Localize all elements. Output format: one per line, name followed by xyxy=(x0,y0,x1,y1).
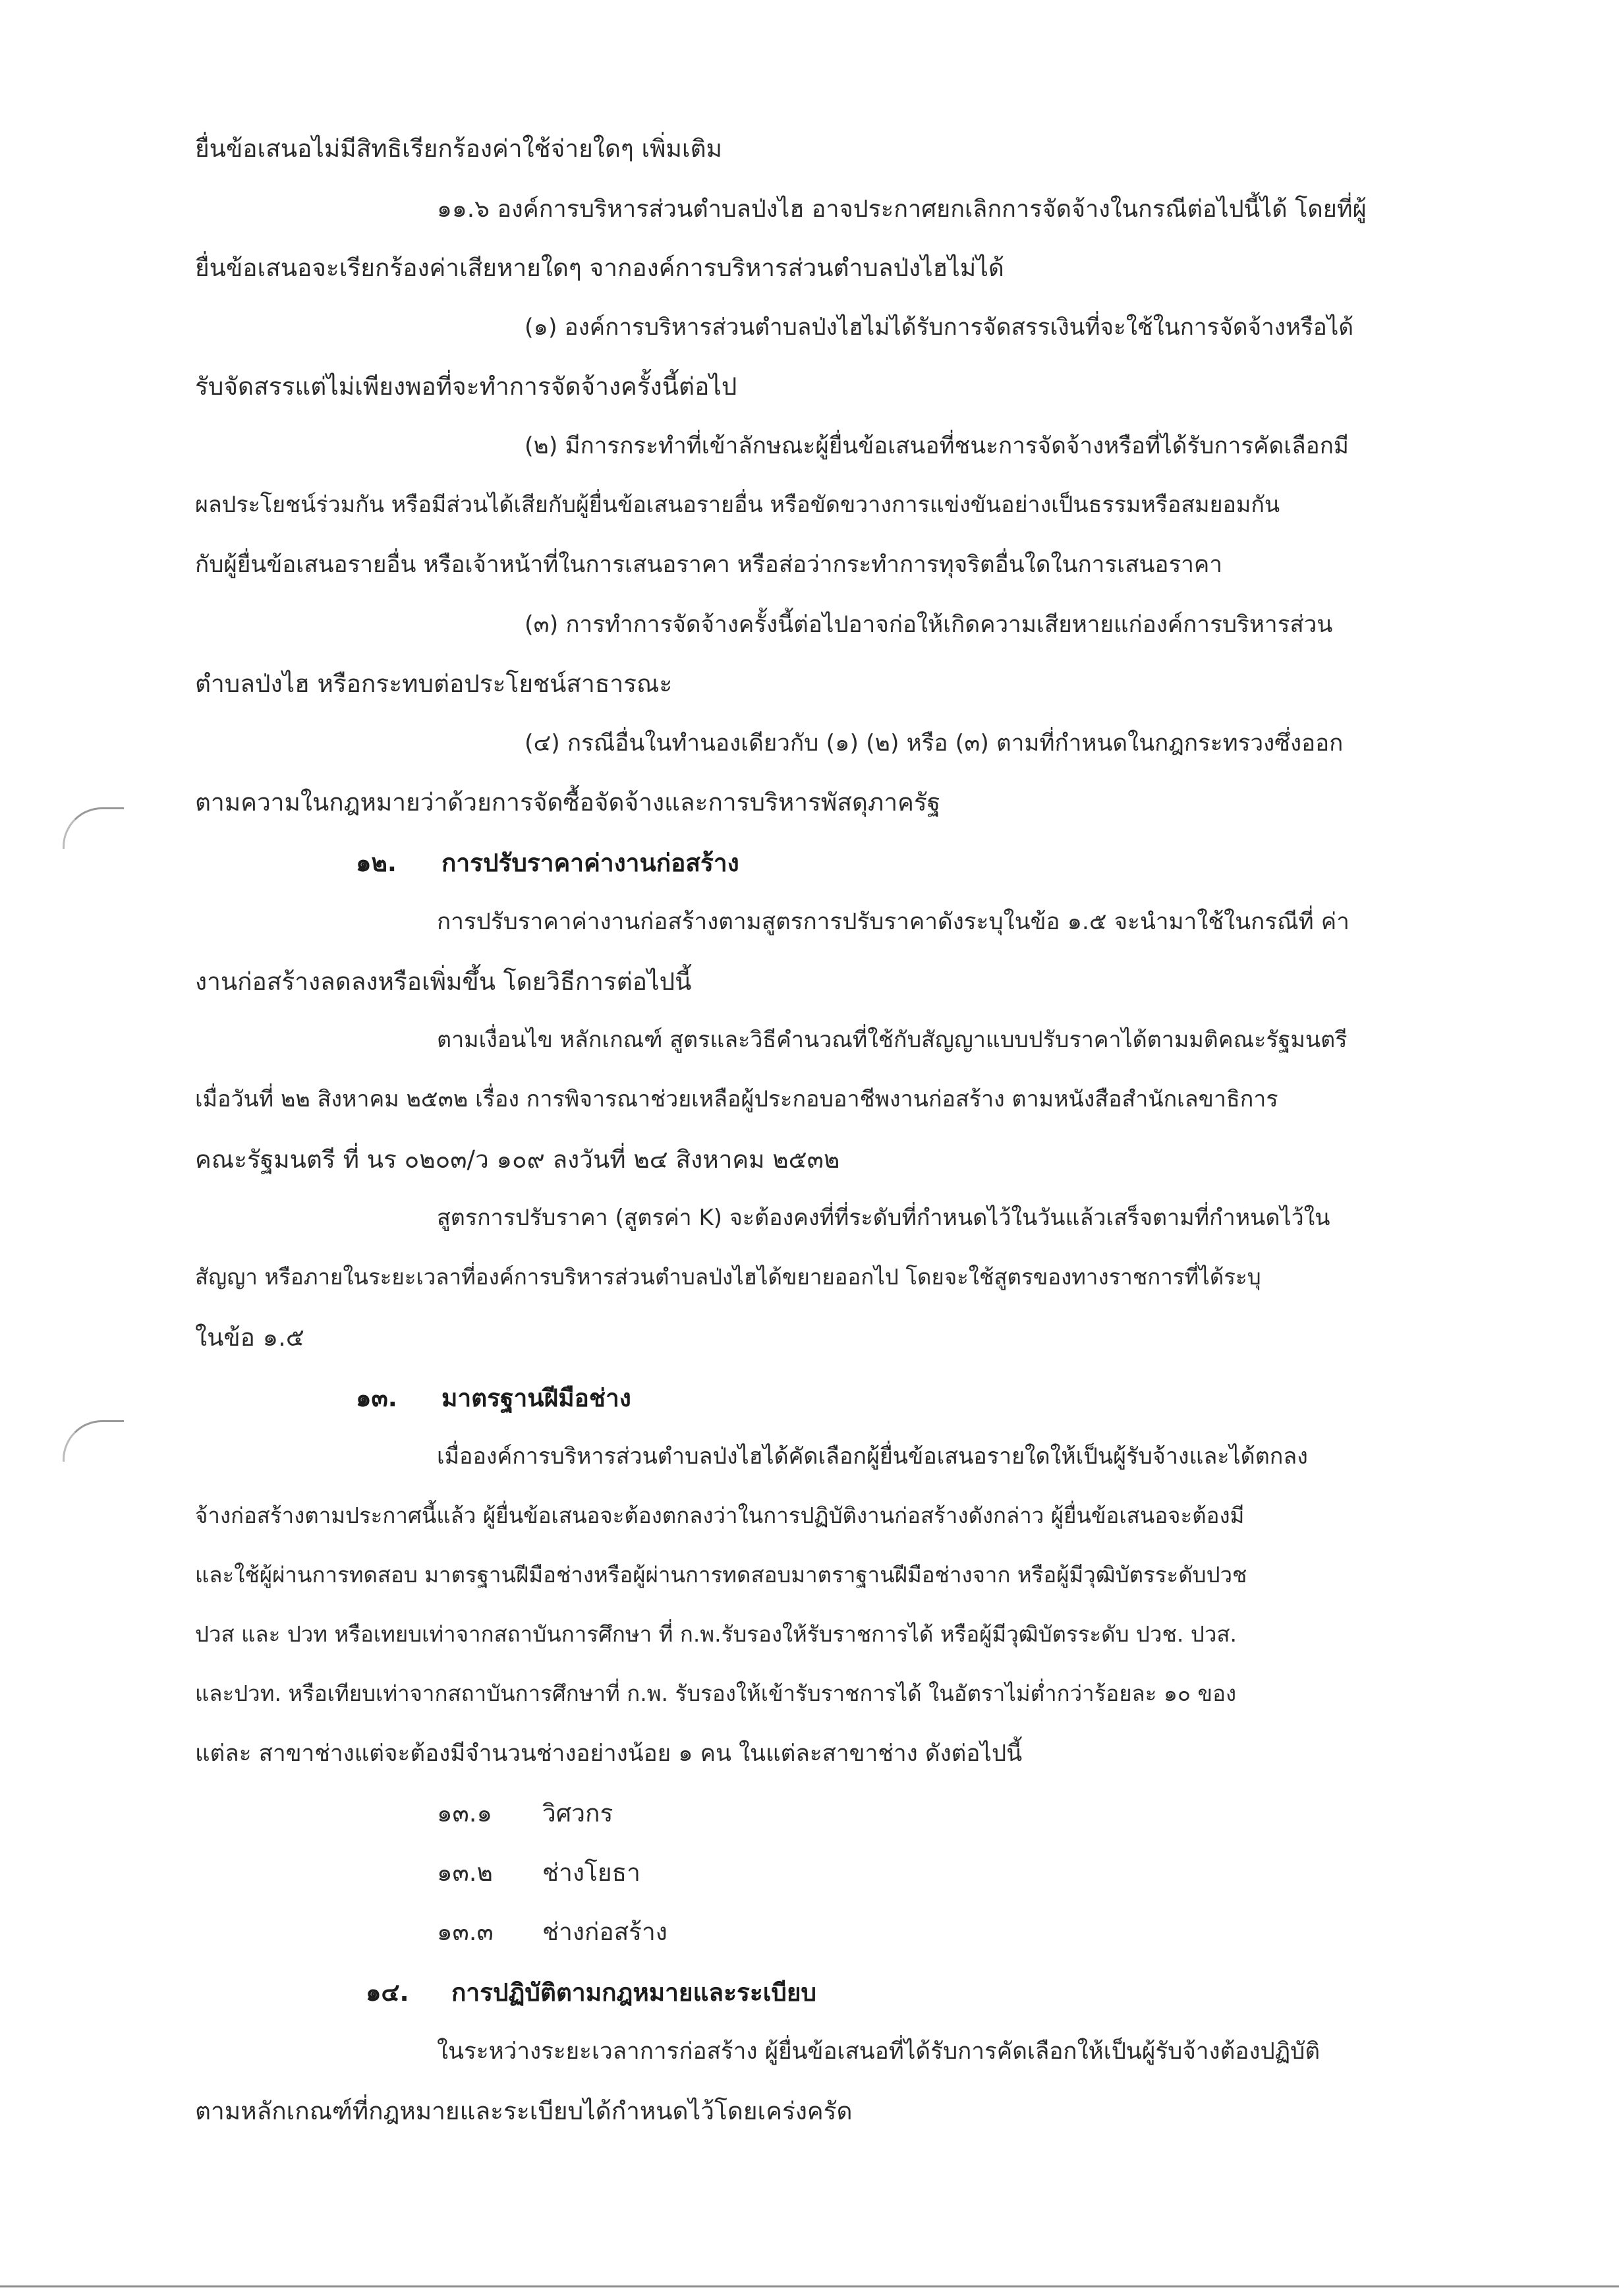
list-item-label: ช่างก่อสร้าง xyxy=(542,1918,667,1946)
section-title: มาตรฐานฝีมือช่าง xyxy=(441,1384,631,1412)
text-line: ผลประโยชน์ร่วมกัน หรือมีส่วนได้เสียกับผู้ยื่นข้อเสนอรายอื่น หรือขัดขวางการแข่งขันอย่างเป็นธรรมหรือสมยอมกัน xyxy=(195,492,1280,518)
section-number: ๑๓. xyxy=(356,1384,397,1412)
section-heading xyxy=(366,1978,816,2007)
section-heading xyxy=(356,1384,631,1413)
text-line: (๓) การทำการจัดจ้างครั้งนี้ต่อไปอาจก่อให้เกิดความเสียหายแก่องค์การบริหารส่วน xyxy=(525,612,1333,638)
list-item-number: ๑๓.๒ xyxy=(437,1858,493,1887)
punch-hole-mark xyxy=(63,807,124,849)
text-line: (๔) กรณีอื่นในทำนองเดียวกับ (๑) (๒) หรือ (๓) ตามที่กำหนดในกฎกระทรวงซึ่งออก xyxy=(525,730,1344,757)
list-item-label: ช่างโยธา xyxy=(542,1858,640,1887)
text-line: ยื่นข้อเสนอไม่มีสิทธิเรียกร้องค่าใช้จ่ายใดๆ เพิ่มเติม xyxy=(195,134,722,163)
text-line: เมื่อวันที่ ๒๒ สิงหาคม ๒๕๓๒ เรื่อง การพิจารณาช่วยเหลือผู้ประกอบอาชีพงานก่อสร้าง ตามหนังสือสำนักเลขาธิการ xyxy=(195,1086,1278,1112)
section-title: การปรับราคาค่างานก่อสร้าง xyxy=(441,849,739,877)
scan-bottom-edge xyxy=(0,2285,1619,2287)
text-line: รับจัดสรรแต่ไม่เพียงพอที่จะทำการจัดจ้างครั้งนี้ต่อไป xyxy=(195,372,737,401)
text-line: (๒) มีการกระทำที่เข้าลักษณะผู้ยื่นข้อเสนอที่ชนะการจัดจ้างหรือที่ได้รับการคัดเลือกมี xyxy=(525,433,1349,459)
text-line: และใช้ผู้ผ่านการทดสอบ มาตรฐานฝีมือช่างหรือผู้ผ่านการทดสอบมาตราฐานฝีมือช่างจาก หรือผู้มีวุฒิบัตรระดับปวช xyxy=(195,1562,1247,1588)
text-line: ๑๑.๖ องค์การบริหารส่วนตำบลป่งไฮ อาจประกาศยกเลิกการจัดจ้างในกรณีต่อไปนี้ได้ โดยที่ผู้ xyxy=(437,196,1367,223)
list-item xyxy=(437,1858,640,1887)
text-line: แต่ละ สาขาช่างแต่จะต้องมีจำนวนช่างอย่างน้อย ๑ คน ในแต่ละสาขาช่าง ดังต่อไปนี้ xyxy=(195,1740,1023,1767)
section-title: การปฏิบัติตามกฎหมายและระเบียบ xyxy=(451,1978,817,2007)
list-item-label: วิศวกร xyxy=(542,1799,613,1827)
text-line: สัญญา หรือภายในระยะเวลาที่องค์การบริหารส่วนตำบลป่งไฮได้ขยายออกไป โดยจะใช้สูตรของทางราชการที่ได้ระบุ xyxy=(195,1264,1261,1290)
list-item xyxy=(437,1799,613,1828)
list-item-number: ๑๓.๓ xyxy=(437,1918,494,1946)
text-line: การปรับราคาค่างานก่อสร้างตามสูตรการปรับราคาดังระบุในข้อ ๑.๕ จะนำมาใช้ในกรณีที่ ค่า xyxy=(437,909,1349,935)
text-line: ยื่นข้อเสนอจะเรียกร้องค่าเสียหายใดๆ จากองค์การบริหารส่วนตำบลป่งไฮไม่ได้ xyxy=(195,254,1004,282)
list-item-number: ๑๓.๑ xyxy=(437,1799,493,1827)
punch-hole-mark xyxy=(63,1420,124,1462)
text-line: และปวท. หรือเทียบเท่าจากสถาบันการศึกษาที่ ก.พ. รับรองให้เข้ารับราชการได้ ในอัตราไม่ต่ำกว่าร้อยละ ๑๐ ของ xyxy=(195,1680,1237,1706)
text-line: ตามเงื่อนไข หลักเกณฑ์ สูตรและวิธีคำนวณที่ใช้กับสัญญาแบบปรับราคาได้ตามมติคณะรัฐมนตรี xyxy=(437,1027,1348,1053)
text-line: จ้างก่อสร้างตามประกาศนี้แล้ว ผู้ยื่นข้อเสนอจะต้องตกลงว่าในการปฏิบัติงานก่อสร้างดังกล่าว ผู้ยื่นข้อเสนอจะต้องมี xyxy=(195,1503,1245,1528)
text-line: ตามความในกฎหมายว่าด้วยการจัดซื้อจัดจ้างและการบริหารพัสดุภาครัฐ xyxy=(195,788,941,817)
text-line: (๑) องค์การบริหารส่วนตำบลป่งไฮไม่ได้รับการจัดสรรเงินที่จะใช้ในการจัดจ้างหรือได้ xyxy=(525,314,1354,341)
section-heading xyxy=(356,849,739,878)
text-line: ในข้อ ๑.๕ xyxy=(195,1323,304,1352)
text-line: เมื่อองค์การบริหารส่วนตำบลป่งไฮได้คัดเลือกผู้ยื่นข้อเสนอรายใดให้เป็นผู้รับจ้างและได้ตกลง xyxy=(437,1443,1308,1470)
list-item xyxy=(437,1918,667,1947)
text-line: กับผู้ยื่นข้อเสนอรายอื่น หรือเจ้าหน้าที่ในการเสนอราคา หรือส่อว่ากระทำการทุจริตอื่นใดในการเสนอราคา xyxy=(195,552,1222,578)
text-line: ตามหลักเกณฑ์ที่กฎหมายและระเบียบได้กำหนดไว้โดยเคร่งครัด xyxy=(195,2097,853,2125)
text-line: ในระหว่างระยะเวลาการก่อสร้าง ผู้ยื่นข้อเสนอที่ได้รับการคัดเลือกให้เป็นผู้รับจ้างต้องปฏิบัติ xyxy=(437,2038,1321,2065)
text-line: สูตรการปรับราคา (สูตรค่า K) จะต้องคงที่ที่ระดับที่กำหนดไว้ในวันแล้วเสร็จตามที่กำหนดไว้ใน xyxy=(437,1205,1330,1231)
section-number: ๑๔. xyxy=(366,1978,409,2007)
text-line: ตำบลป่งไฮ หรือกระทบต่อประโยชน์สาธารณะ xyxy=(195,670,673,698)
text-line: ปวส และ ปวท หรือเทยบเท่าจากสถาบันการศึกษา ที่ ก.พ.รับรองให้รับราชการได้ หรือผู้มีวุฒิบัตรระดับ ปวช. ปวส. xyxy=(195,1621,1237,1647)
text-line: คณะรัฐมนตรี ที่ นร ๐๒๐๓/ว ๑๐๙ ลงวันที่ ๒๔ สิงหาคม ๒๕๓๒ xyxy=(195,1145,840,1174)
text-line: งานก่อสร้างลดลงหรือเพิ่มขึ้น โดยวิธีการต่อไปนี้ xyxy=(195,967,692,996)
section-number: ๑๒. xyxy=(356,849,397,877)
